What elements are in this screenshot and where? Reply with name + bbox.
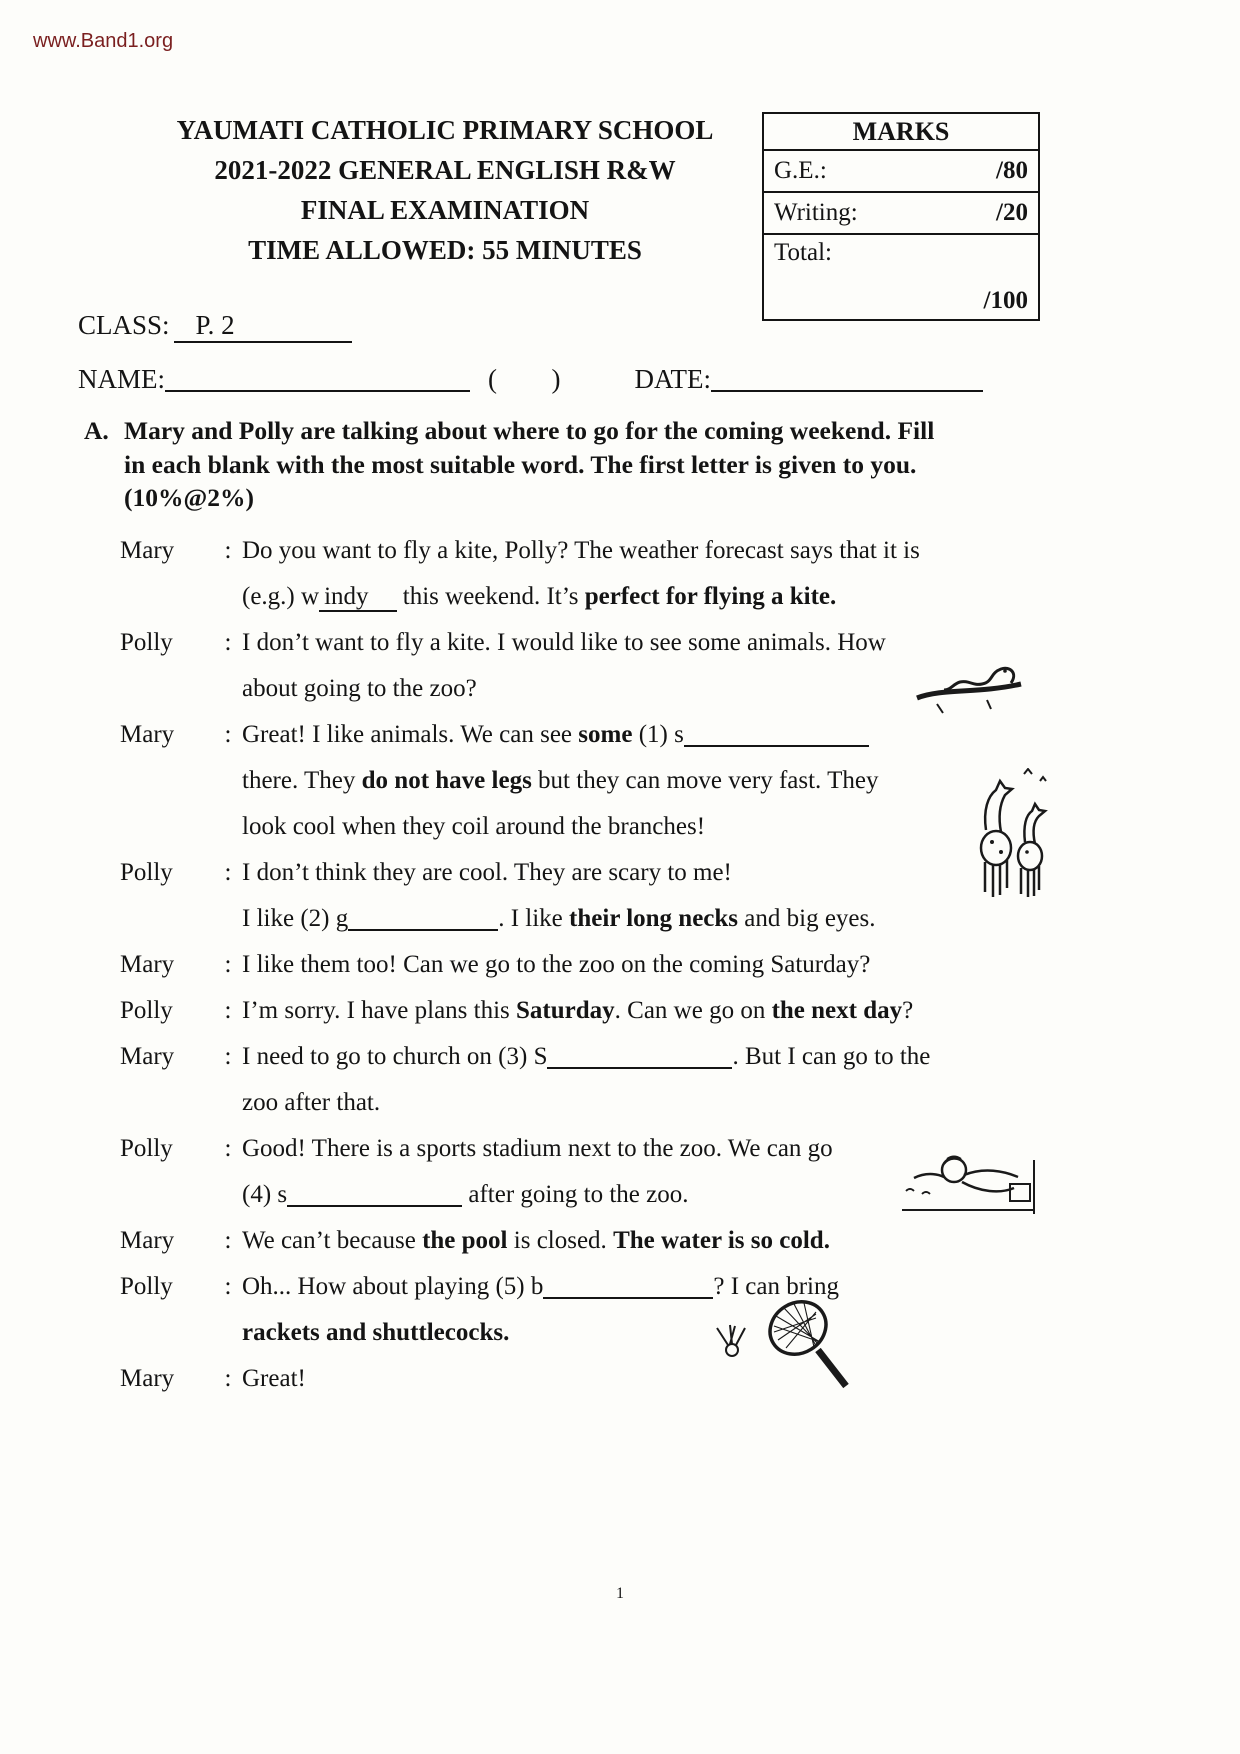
speaker-name: Polly: [120, 1135, 173, 1162]
speaker-name: Mary: [120, 1365, 175, 1392]
watermark: www.Band1.org: [33, 30, 174, 52]
bold-text: rackets and shuttlecocks.: [242, 1319, 510, 1346]
bold-text: some: [578, 721, 633, 748]
section-letter: A.: [84, 416, 109, 445]
dialogue-text: I don’t think they are cool. They are scary to me!: [242, 859, 732, 886]
speaker-name: Mary: [120, 1227, 175, 1254]
dialogue-text: . I like: [498, 905, 570, 932]
turn-text: [242, 712, 1080, 850]
dialogue-turn: [120, 988, 1080, 1034]
turn-text: [242, 1264, 1080, 1356]
dialogue-text: Great! I like animals. We can see: [242, 721, 579, 748]
exam-type: FINAL EXAMINATION: [300, 195, 590, 225]
dialogue-text: I need to go to church on (3) S: [242, 1043, 548, 1070]
exam-subject: 2021-2022 GENERAL ENGLISH R&W: [214, 155, 676, 185]
dialogue-text: this weekend. It’s: [396, 583, 585, 610]
dialogue-text: We can’t because: [242, 1227, 423, 1254]
dialogue-turn: [120, 712, 1080, 850]
turn-text: [242, 1034, 1080, 1126]
name-date-line: [78, 358, 983, 395]
dialogue-turn: [120, 1218, 1080, 1264]
speaker-colon: :: [224, 997, 232, 1024]
dialogue-turn: [120, 528, 1080, 620]
dialogue-text: Great!: [242, 1365, 306, 1392]
speaker-colon: :: [224, 1135, 232, 1162]
bold-text: the pool: [422, 1227, 508, 1254]
name-blank: [165, 362, 470, 392]
swimmer-illustration: [900, 1146, 1048, 1222]
name-label: NAME:: [78, 364, 165, 394]
speaker-colon: :: [224, 1043, 232, 1070]
marks-table-title: MARKS: [764, 114, 1038, 151]
turn-text: [242, 988, 1080, 1034]
dialogue-text: . But I can go to the: [732, 1043, 931, 1070]
marks-row-value: /80: [996, 157, 1028, 184]
class-label: CLASS:: [78, 310, 170, 340]
dialogue-text: ?: [902, 997, 914, 1024]
section-instructions: [124, 414, 934, 515]
dialogue-text: (1) s: [632, 721, 684, 748]
dialogue-text: Good! There is a sports stadium next to the zoo. We can go: [242, 1135, 833, 1162]
dialogue-text: about going to the zoo?: [242, 675, 477, 702]
marks-row-label: G.E.:: [774, 157, 827, 184]
answer-blank: [543, 1274, 713, 1299]
speaker-colon: :: [224, 1273, 232, 1300]
speaker-name: Mary: [120, 537, 175, 564]
exam-header: [110, 110, 780, 270]
bold-text: the next day: [771, 997, 903, 1024]
bold-text: perfect for flying a kite.: [584, 583, 837, 610]
dialogue-turn: [120, 1264, 1080, 1356]
speaker-name: Polly: [120, 859, 173, 886]
speaker-name: Polly: [120, 1273, 173, 1300]
marks-row-label: Total:: [774, 239, 832, 266]
speaker-name: Polly: [120, 997, 173, 1024]
dialogue-text: I like them too! Can we go to the zoo on the coming Saturday?: [242, 951, 871, 978]
speaker-colon: :: [224, 629, 232, 656]
class-line: [78, 310, 352, 343]
dialogue-turn: [120, 942, 1080, 988]
speaker-colon: :: [224, 1365, 232, 1392]
marks-row: [764, 193, 1038, 235]
answer-blank: [684, 722, 869, 747]
giraffes-illustration: [968, 768, 1056, 918]
dialogue-text: look cool when they coil around the branches!: [242, 813, 706, 840]
speaker-colon: :: [224, 859, 232, 886]
dialogue-text: there. They: [242, 767, 362, 794]
dialogue-text: after going to the zoo.: [462, 1181, 689, 1208]
answer-blank: [547, 1044, 732, 1069]
marks-rows: [764, 151, 1038, 319]
speaker-colon: :: [224, 951, 232, 978]
marks-row-value: /100: [983, 287, 1028, 314]
marks-row-value: /20: [996, 199, 1028, 226]
time-allowed: TIME ALLOWED: 55 MINUTES: [248, 235, 642, 265]
example-answer: indy: [319, 583, 396, 612]
marks-table: [762, 112, 1040, 321]
dialogue-text: (e.g.) w: [242, 583, 320, 610]
turn-text: [242, 850, 1080, 942]
dialogue-text: (4) s: [242, 1181, 288, 1208]
turn-text: [242, 1356, 1080, 1402]
bold-text: their long necks: [569, 905, 739, 932]
bold-text: The water is so cold.: [613, 1227, 830, 1254]
section-marks-note: (10%@2%): [124, 483, 254, 512]
speaker-name: Mary: [120, 721, 175, 748]
dialogue-text: I don’t want to fly a kite. I would like to see some animals. How: [242, 629, 886, 656]
turn-text: [242, 1218, 1080, 1264]
dialogue-text: Oh... How about playing (5) b: [242, 1273, 544, 1300]
date-blank: [711, 362, 983, 392]
speaker-colon: :: [224, 721, 232, 748]
speaker-name: Mary: [120, 951, 175, 978]
speaker-name: Polly: [120, 629, 173, 656]
bold-text: Saturday: [516, 997, 615, 1024]
dialogue-text: is closed.: [507, 1227, 614, 1254]
turn-text: [242, 942, 1080, 988]
answer-blank: [348, 906, 498, 931]
dialogue-text: and big eyes.: [738, 905, 876, 932]
bold-text: do not have legs: [361, 767, 532, 794]
speaker-colon: :: [224, 1227, 232, 1254]
page-number: 1: [616, 1585, 624, 1602]
dialogue-text: I’m sorry. I have plans this: [242, 997, 517, 1024]
dialogue-turn: [120, 1034, 1080, 1126]
class-value: P. 2: [174, 310, 352, 343]
section-a: [84, 414, 934, 515]
answer-blank: [287, 1182, 462, 1207]
dialogue-text: ? I can bring: [713, 1273, 839, 1300]
dialogue-text: zoo after that.: [242, 1089, 381, 1116]
snake-on-branch-illustration: [915, 658, 1023, 718]
instructions-line-2: in each blank with the most suitable word. The first letter is given to you.: [124, 449, 917, 479]
speaker-colon: :: [224, 537, 232, 564]
dialogue-turn: [120, 850, 1080, 942]
speaker-name: Mary: [120, 1043, 175, 1070]
dialogue-text: . Can we go on: [614, 997, 772, 1024]
badminton-racket-and-shuttlecock-illustration: [690, 1288, 865, 1396]
marks-row: [764, 235, 1038, 319]
marks-row: [764, 151, 1038, 193]
marks-row-label: Writing:: [774, 199, 858, 226]
instructions-line-1: Mary and Polly are talking about where to go for the coming weekend. Fill: [124, 416, 935, 445]
dialogue-text: I like (2) g: [242, 905, 349, 932]
dialogue-text: but they can move very fast. They: [531, 767, 879, 794]
school-name: YAUMATI CATHOLIC PRIMARY SCHOOL: [176, 115, 714, 145]
dialogue-turn: [120, 1356, 1080, 1402]
turn-text: [242, 528, 1080, 620]
class-number-brackets: ( ): [488, 364, 563, 394]
dialogue-text: Do you want to fly a kite, Polly? The weather forecast says that it is: [242, 537, 920, 564]
date-label: DATE:: [634, 364, 711, 394]
